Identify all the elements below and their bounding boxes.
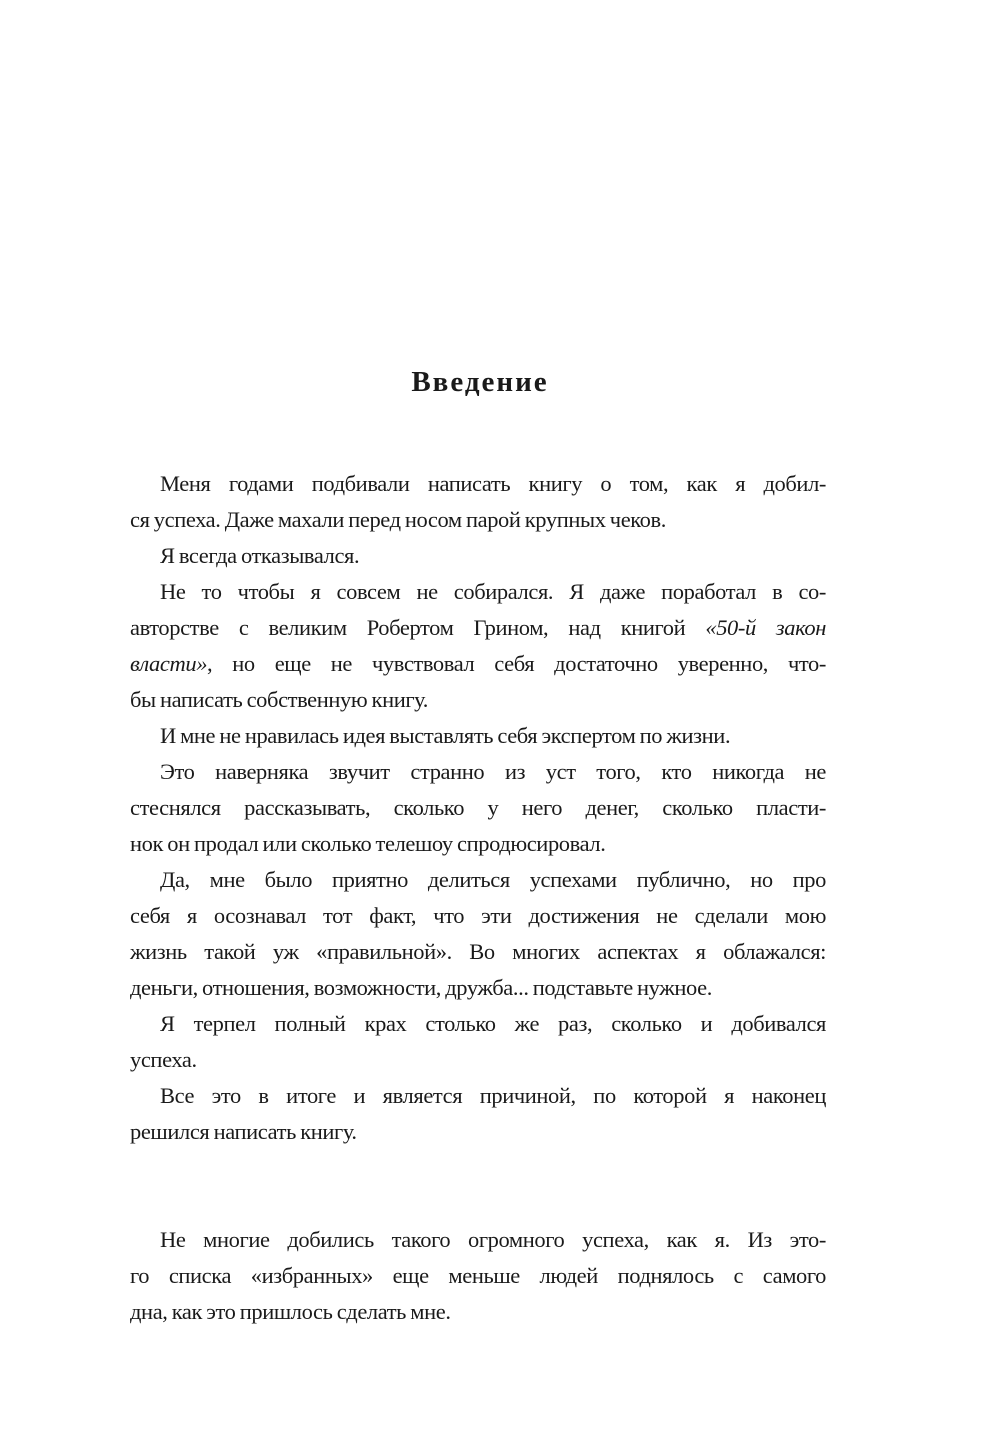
text-line	[130, 1222, 826, 1258]
text-segment: Не то чтобы я совсем не собирался. Я даже поработал в со-	[160, 579, 826, 604]
text-segment: стеснялся рассказывать, сколько у него денег, сколько пласти-	[130, 795, 826, 820]
text-line	[130, 1042, 826, 1078]
text-segment: дна, как это пришлось сделать мне.	[130, 1299, 451, 1324]
text-segment: себя я осознавал тот факт, что эти достижения не сделали мою	[130, 903, 826, 928]
paragraph	[130, 1006, 826, 1078]
chapter-body	[130, 466, 826, 1330]
text-segment: Да, мне было приятно делиться успехами публично, но про	[160, 867, 826, 892]
text-line	[130, 898, 826, 934]
text-line	[130, 538, 826, 574]
text-line	[130, 790, 826, 826]
text-segment: го списка «избранных» еще меньше людей поднялось с самого	[130, 1263, 826, 1288]
text-segment: И мне не нравилась идея выставлять себя экспертом по жизни.	[160, 723, 731, 748]
text-segment: деньги, отношения, возможности, дружба... подставьте нужное.	[130, 975, 712, 1000]
text-segment: нок он продал или сколько телешоу спродюсировал.	[130, 831, 606, 856]
text-segment: , но еще не чувствовал себя достаточно уверенно, что-	[207, 651, 826, 676]
text-line	[130, 718, 826, 754]
text-segment: Это наверняка звучит странно из уст того, кто никогда не	[160, 759, 826, 784]
text-line	[130, 1006, 826, 1042]
text-segment: Я терпел полный крах столько же раз, сколько и добивался	[160, 1011, 826, 1036]
italic-book-title: власти»	[130, 651, 208, 676]
text-line	[130, 502, 826, 538]
chapter-title: Введение	[411, 366, 549, 398]
text-line	[130, 934, 826, 970]
paragraph	[130, 754, 826, 862]
text-segment: авторстве с великим Робертом Грином, над книгой	[130, 615, 706, 640]
text-line	[130, 682, 826, 718]
text-line	[130, 862, 826, 898]
text-segment: решился написать книгу.	[130, 1119, 357, 1144]
text-line	[130, 754, 826, 790]
paragraph	[130, 1078, 826, 1150]
paragraph	[130, 862, 826, 1006]
paragraph	[130, 574, 826, 718]
text-line	[130, 826, 826, 862]
text-segment: ся успеха. Даже махали перед носом парой крупных чеков.	[130, 507, 666, 532]
text-segment: Все это в итоге и является причиной, по которой я наконец	[160, 1083, 826, 1108]
paragraph	[130, 1222, 826, 1330]
paragraph	[130, 538, 826, 574]
text-line	[130, 466, 826, 502]
paragraph	[130, 718, 826, 754]
section-gap	[130, 1186, 826, 1222]
text-line	[130, 1294, 826, 1330]
text-segment: успеха.	[130, 1047, 197, 1072]
text-line	[130, 574, 826, 610]
text-line	[130, 646, 826, 682]
text-segment: Меня годами подбивали написать книгу о том, как я добил-	[160, 471, 826, 496]
italic-book-title: «50-й закон	[705, 615, 827, 640]
text-segment: бы написать собственную книгу.	[130, 687, 429, 712]
text-segment: Не многие добились такого огромного успеха, как я. Из это-	[160, 1227, 826, 1252]
text-line	[130, 1078, 826, 1114]
text-line	[130, 970, 826, 1006]
text-segment: Я всегда отказывался.	[160, 543, 360, 568]
text-line	[130, 610, 826, 646]
text-line	[130, 1258, 826, 1294]
section-gap	[130, 1150, 826, 1186]
paragraph	[130, 466, 826, 538]
text-line	[130, 1114, 826, 1150]
text-segment: жизнь такой уж «правильной». Во многих аспектах я облажался:	[130, 939, 826, 964]
